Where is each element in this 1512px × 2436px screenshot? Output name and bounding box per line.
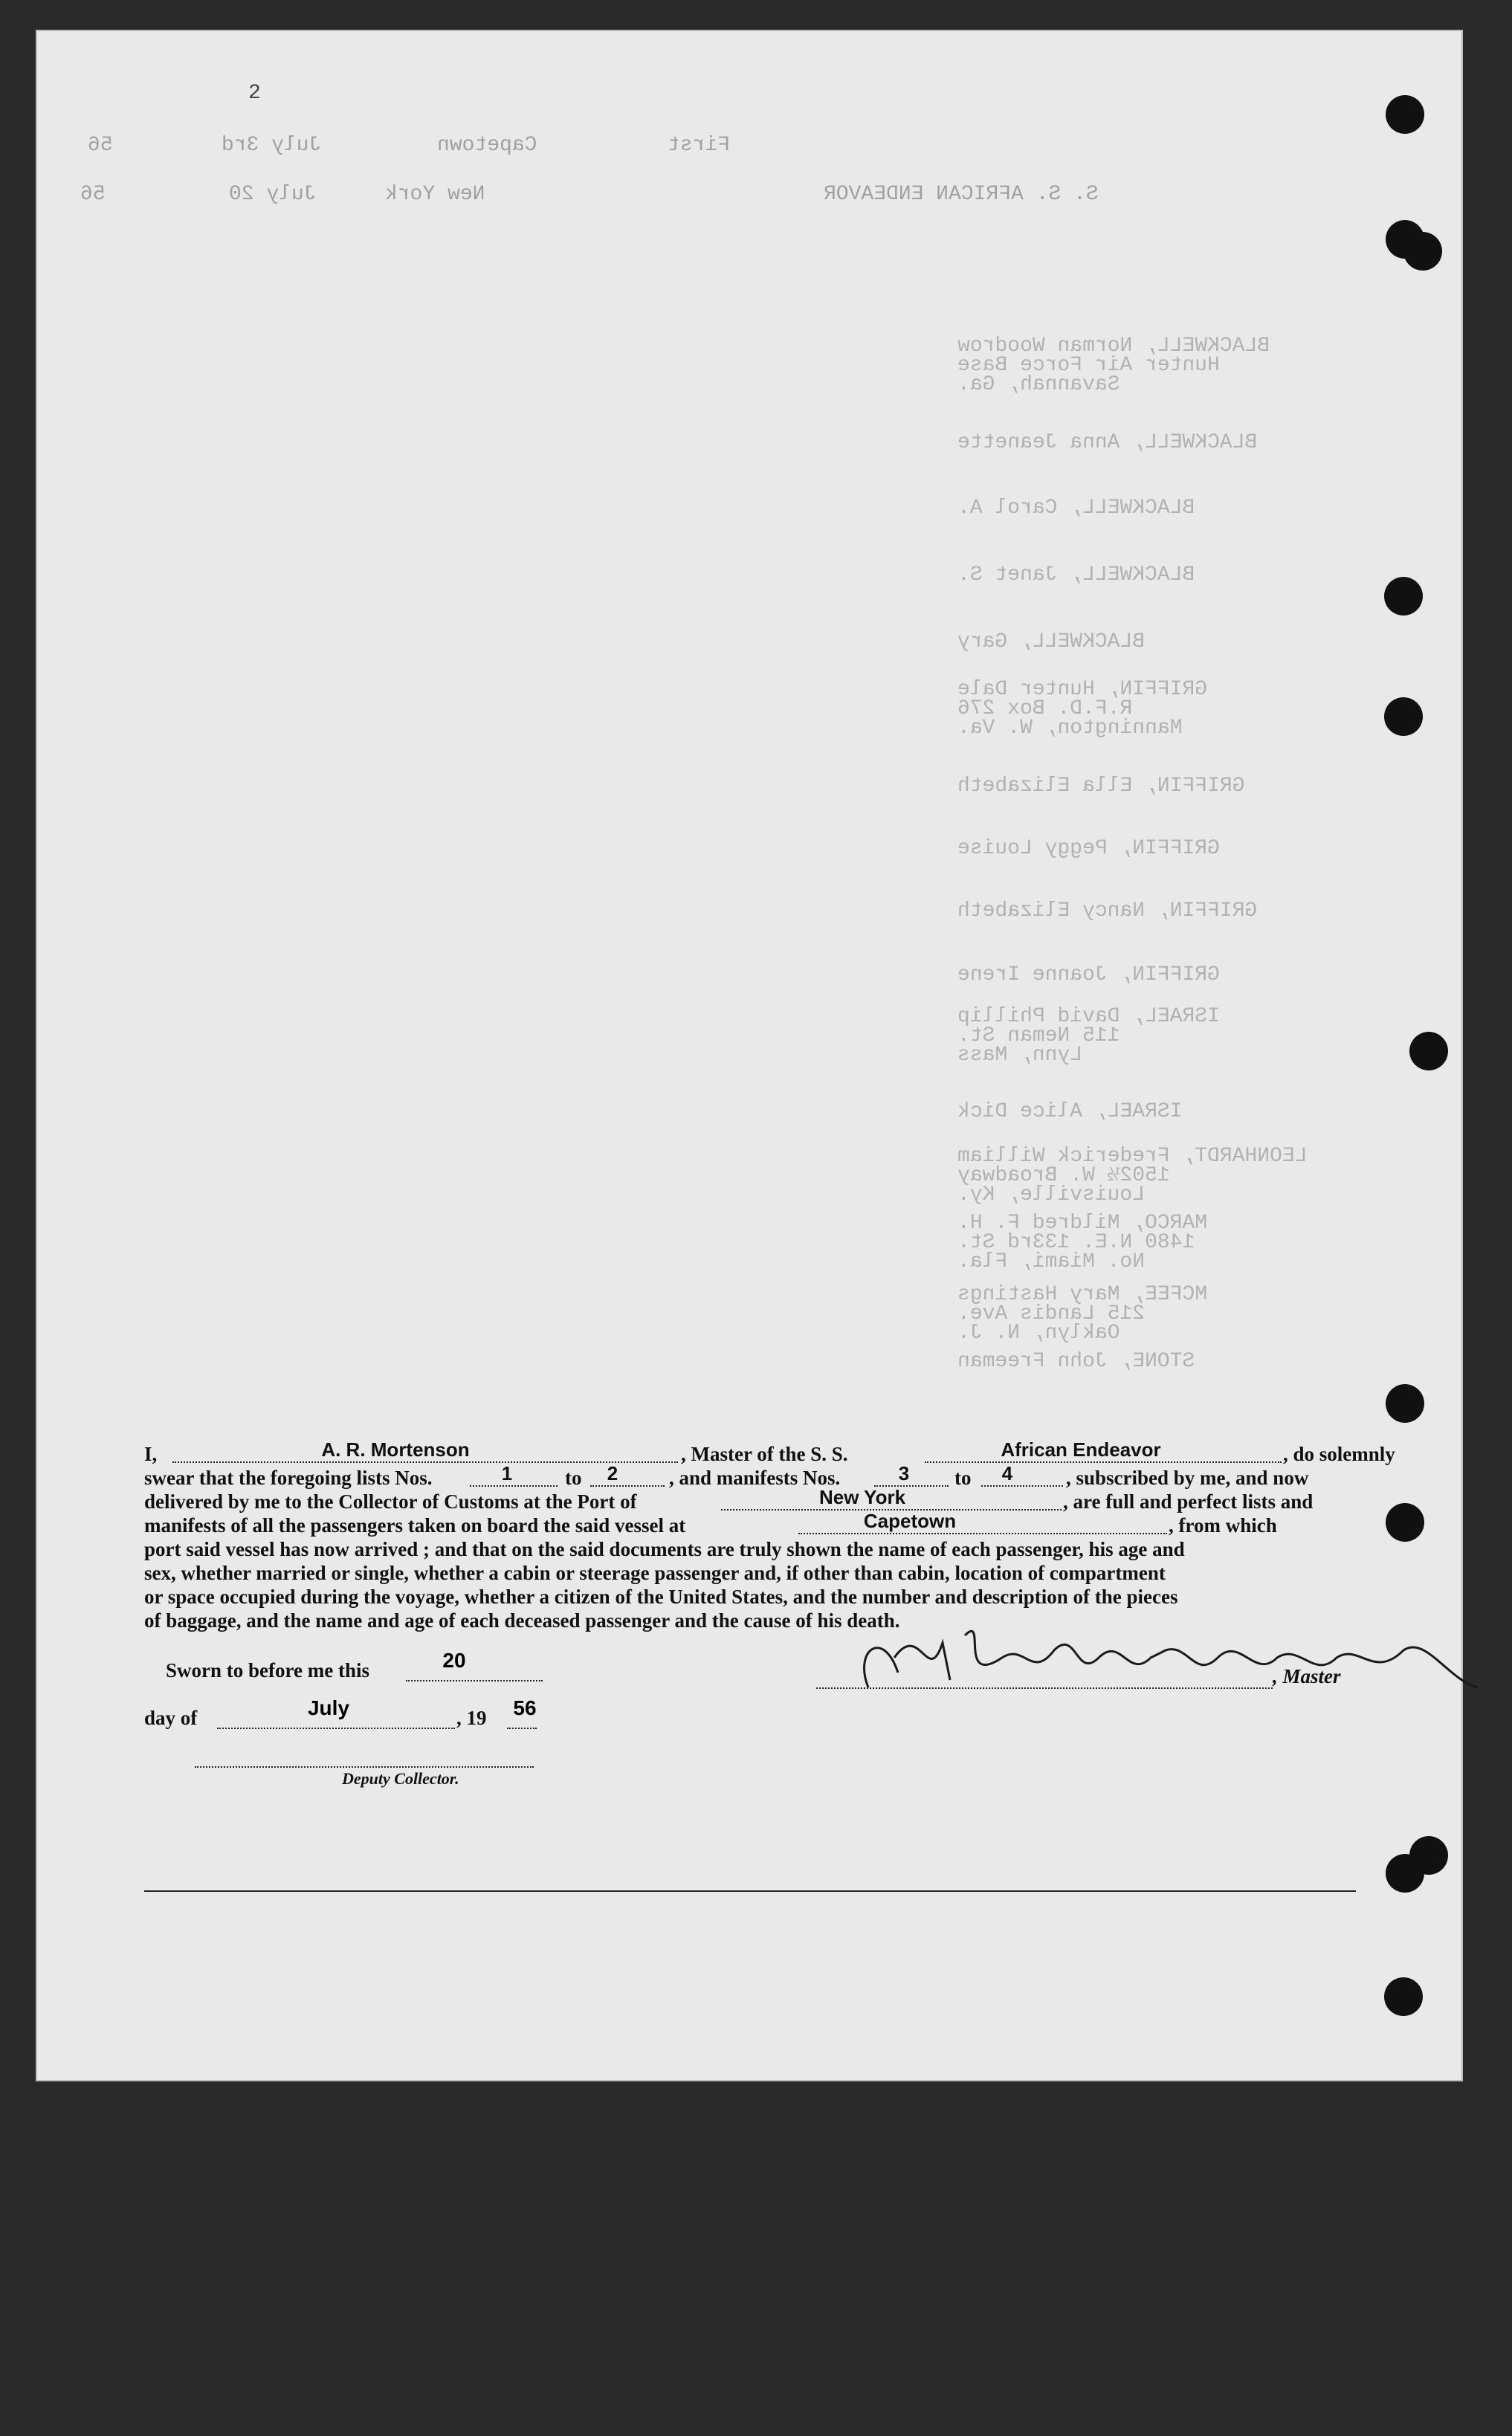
ghost-row: BLACKWELL, Gary [957, 630, 1146, 653]
master-name-value: A. R. Mortenson [321, 1438, 470, 1461]
oath-line-6: sex, whether married or single, whether a cabin or steerage passenger and, if other than cabin, location of compartment [144, 1562, 1166, 1584]
ghost-row: BLACKWELL, Anna Jeanette [957, 431, 1258, 454]
master-oath [144, 1438, 1395, 1632]
port-value: New York [818, 1486, 906, 1508]
ghost-row: BLACKWELL, Janet S. [957, 563, 1195, 587]
manifest-from-value: 3 [898, 1462, 910, 1484]
ghost-row: Lynn, Mass [957, 1044, 1083, 1067]
binder-hole-10 [1386, 1854, 1424, 1893]
ghost-header-2d: S. S. AFRICAN ENDEAVOR [824, 183, 1099, 206]
binder-hole-7 [1386, 1384, 1424, 1423]
oath-line-7: or space occupied during the voyage, whether a citizen of the United States, and the number and description of the pieces [144, 1586, 1178, 1608]
binder-hole-5 [1384, 697, 1423, 736]
sworn-day-value: 20 [442, 1649, 466, 1672]
binder-hole-8 [1386, 1503, 1424, 1542]
ghost-row: GRIFFIN, Peggy Louise [957, 837, 1220, 860]
ghost-header-2c: New York [385, 183, 485, 206]
oath-master-of: , Master of the S. S. [681, 1443, 848, 1465]
ghost-row: Oaklyn, N. J. [957, 1322, 1120, 1345]
master-signature [839, 1606, 1493, 1702]
ghost-row: GRIFFIN, Ella Elizabeth [957, 775, 1245, 798]
ghost-row: 1502½ W. Broadway [957, 1164, 1170, 1187]
ghost-header-1a: 56 [88, 134, 113, 157]
oath-line-8: of baggage, and the name and age of each deceased passenger and the cause of his death. [144, 1609, 900, 1632]
ghost-row: GRIFFIN, Joanne Irene [957, 963, 1220, 986]
ghost-row: Louisville, Ky. [957, 1183, 1146, 1206]
sworn-label: Sworn to before me this [166, 1659, 369, 1681]
ghost-row: No. Miami, Fla. [957, 1250, 1146, 1273]
ghost-row: R.F.D. Box 276 [957, 697, 1133, 720]
ghost-row: BLACKWELL, Norman Woodrow [957, 335, 1270, 358]
ghost-row: BLACKWELL, Carol A. [957, 497, 1195, 520]
ghost-row: 1480 N.E. 133rd St. [957, 1231, 1195, 1254]
ghost-row: 215 Landis Ave. [957, 1302, 1146, 1325]
oath-manifests-all: manifests of all the passengers taken on board the said vessel at [144, 1514, 686, 1537]
binder-hole-1 [1386, 95, 1424, 134]
binder-hole-11 [1384, 1977, 1423, 2016]
oath-intro: I, [144, 1443, 158, 1465]
oath-line-4 [144, 1510, 1363, 1537]
oath-line-5: port said vessel has now arrived ; and that on the said documents are truly shown the name of each passenger, his age and [144, 1538, 1185, 1560]
ghost-row: MARCO, Mildred F. H. [957, 1212, 1208, 1235]
month-value: July [307, 1696, 350, 1719]
oath-delivered: delivered by me to the Collector of Customs at the Port of [144, 1490, 637, 1513]
ghost-row: STONE, John Freeman [957, 1350, 1195, 1373]
oath-subscribed: , subscribed by me, and now [1066, 1467, 1309, 1489]
deputy-signature-line [195, 1759, 534, 1768]
year-value: 56 [513, 1696, 537, 1719]
ghost-row: ISRAEL, David Phillip [957, 1005, 1220, 1028]
binder-hole-3 [1403, 232, 1442, 271]
list-to-value: 2 [607, 1462, 618, 1484]
ghost-row: Mannington, W. Va. [957, 717, 1183, 740]
oath-are-full: , are full and perfect lists and [1063, 1490, 1314, 1513]
ghost-row: 115 Neman St. [957, 1024, 1120, 1047]
oath-to-2: to [954, 1467, 972, 1489]
vessel-value: African Endeavor [1001, 1438, 1161, 1461]
ghost-header-1b: July 3rd [222, 134, 322, 157]
page-number: 2 [248, 82, 261, 105]
binder-hole-4 [1384, 577, 1423, 616]
manifest-to-value: 4 [1001, 1462, 1013, 1484]
ghost-row: GRIFFIN, Hunter Dale [957, 678, 1208, 701]
ghost-header-2b: July 20 [229, 183, 317, 206]
oath-do-solemnly: , do solemnly [1283, 1443, 1395, 1465]
oath-line-3 [144, 1486, 1363, 1513]
oath-from-which: , from which [1169, 1514, 1277, 1537]
manifest-page [36, 30, 1463, 2081]
bottom-rule [144, 1890, 1356, 1892]
ghost-row: ISRAEL, Alice Dick [957, 1100, 1183, 1123]
deputy-collector-label: Deputy Collector. [342, 1769, 459, 1788]
oath-line-1 [144, 1438, 1395, 1466]
ghost-row: Hunter Air Force Base [957, 354, 1220, 377]
from-port-value: Capetown [863, 1510, 957, 1532]
list-from-value: 1 [501, 1462, 513, 1484]
ghost-row: MCFEE, Mary Hastings [957, 1283, 1208, 1306]
year-prefix: , 19 [456, 1707, 487, 1729]
ghost-row: Savannah, Ga. [957, 373, 1120, 396]
binder-hole-6 [1409, 1032, 1448, 1070]
day-of-label: day of [144, 1707, 198, 1729]
ghost-header-1c: Capetown [437, 134, 537, 157]
oath-swear-lists: swear that the foregoing lists Nos. [144, 1467, 433, 1489]
ghost-header-1d: First [668, 134, 731, 157]
ghost-row: LEONHARDT, Frederick William [957, 1145, 1308, 1168]
oath-to-1: to [565, 1467, 582, 1489]
master-label: , Master [1273, 1665, 1341, 1687]
ghost-row: GRIFFIN, Nancy Elizabeth [957, 899, 1258, 923]
ghost-header-2a: 56 [80, 183, 106, 206]
oath-and-manifests: , and manifests Nos. [669, 1467, 841, 1489]
